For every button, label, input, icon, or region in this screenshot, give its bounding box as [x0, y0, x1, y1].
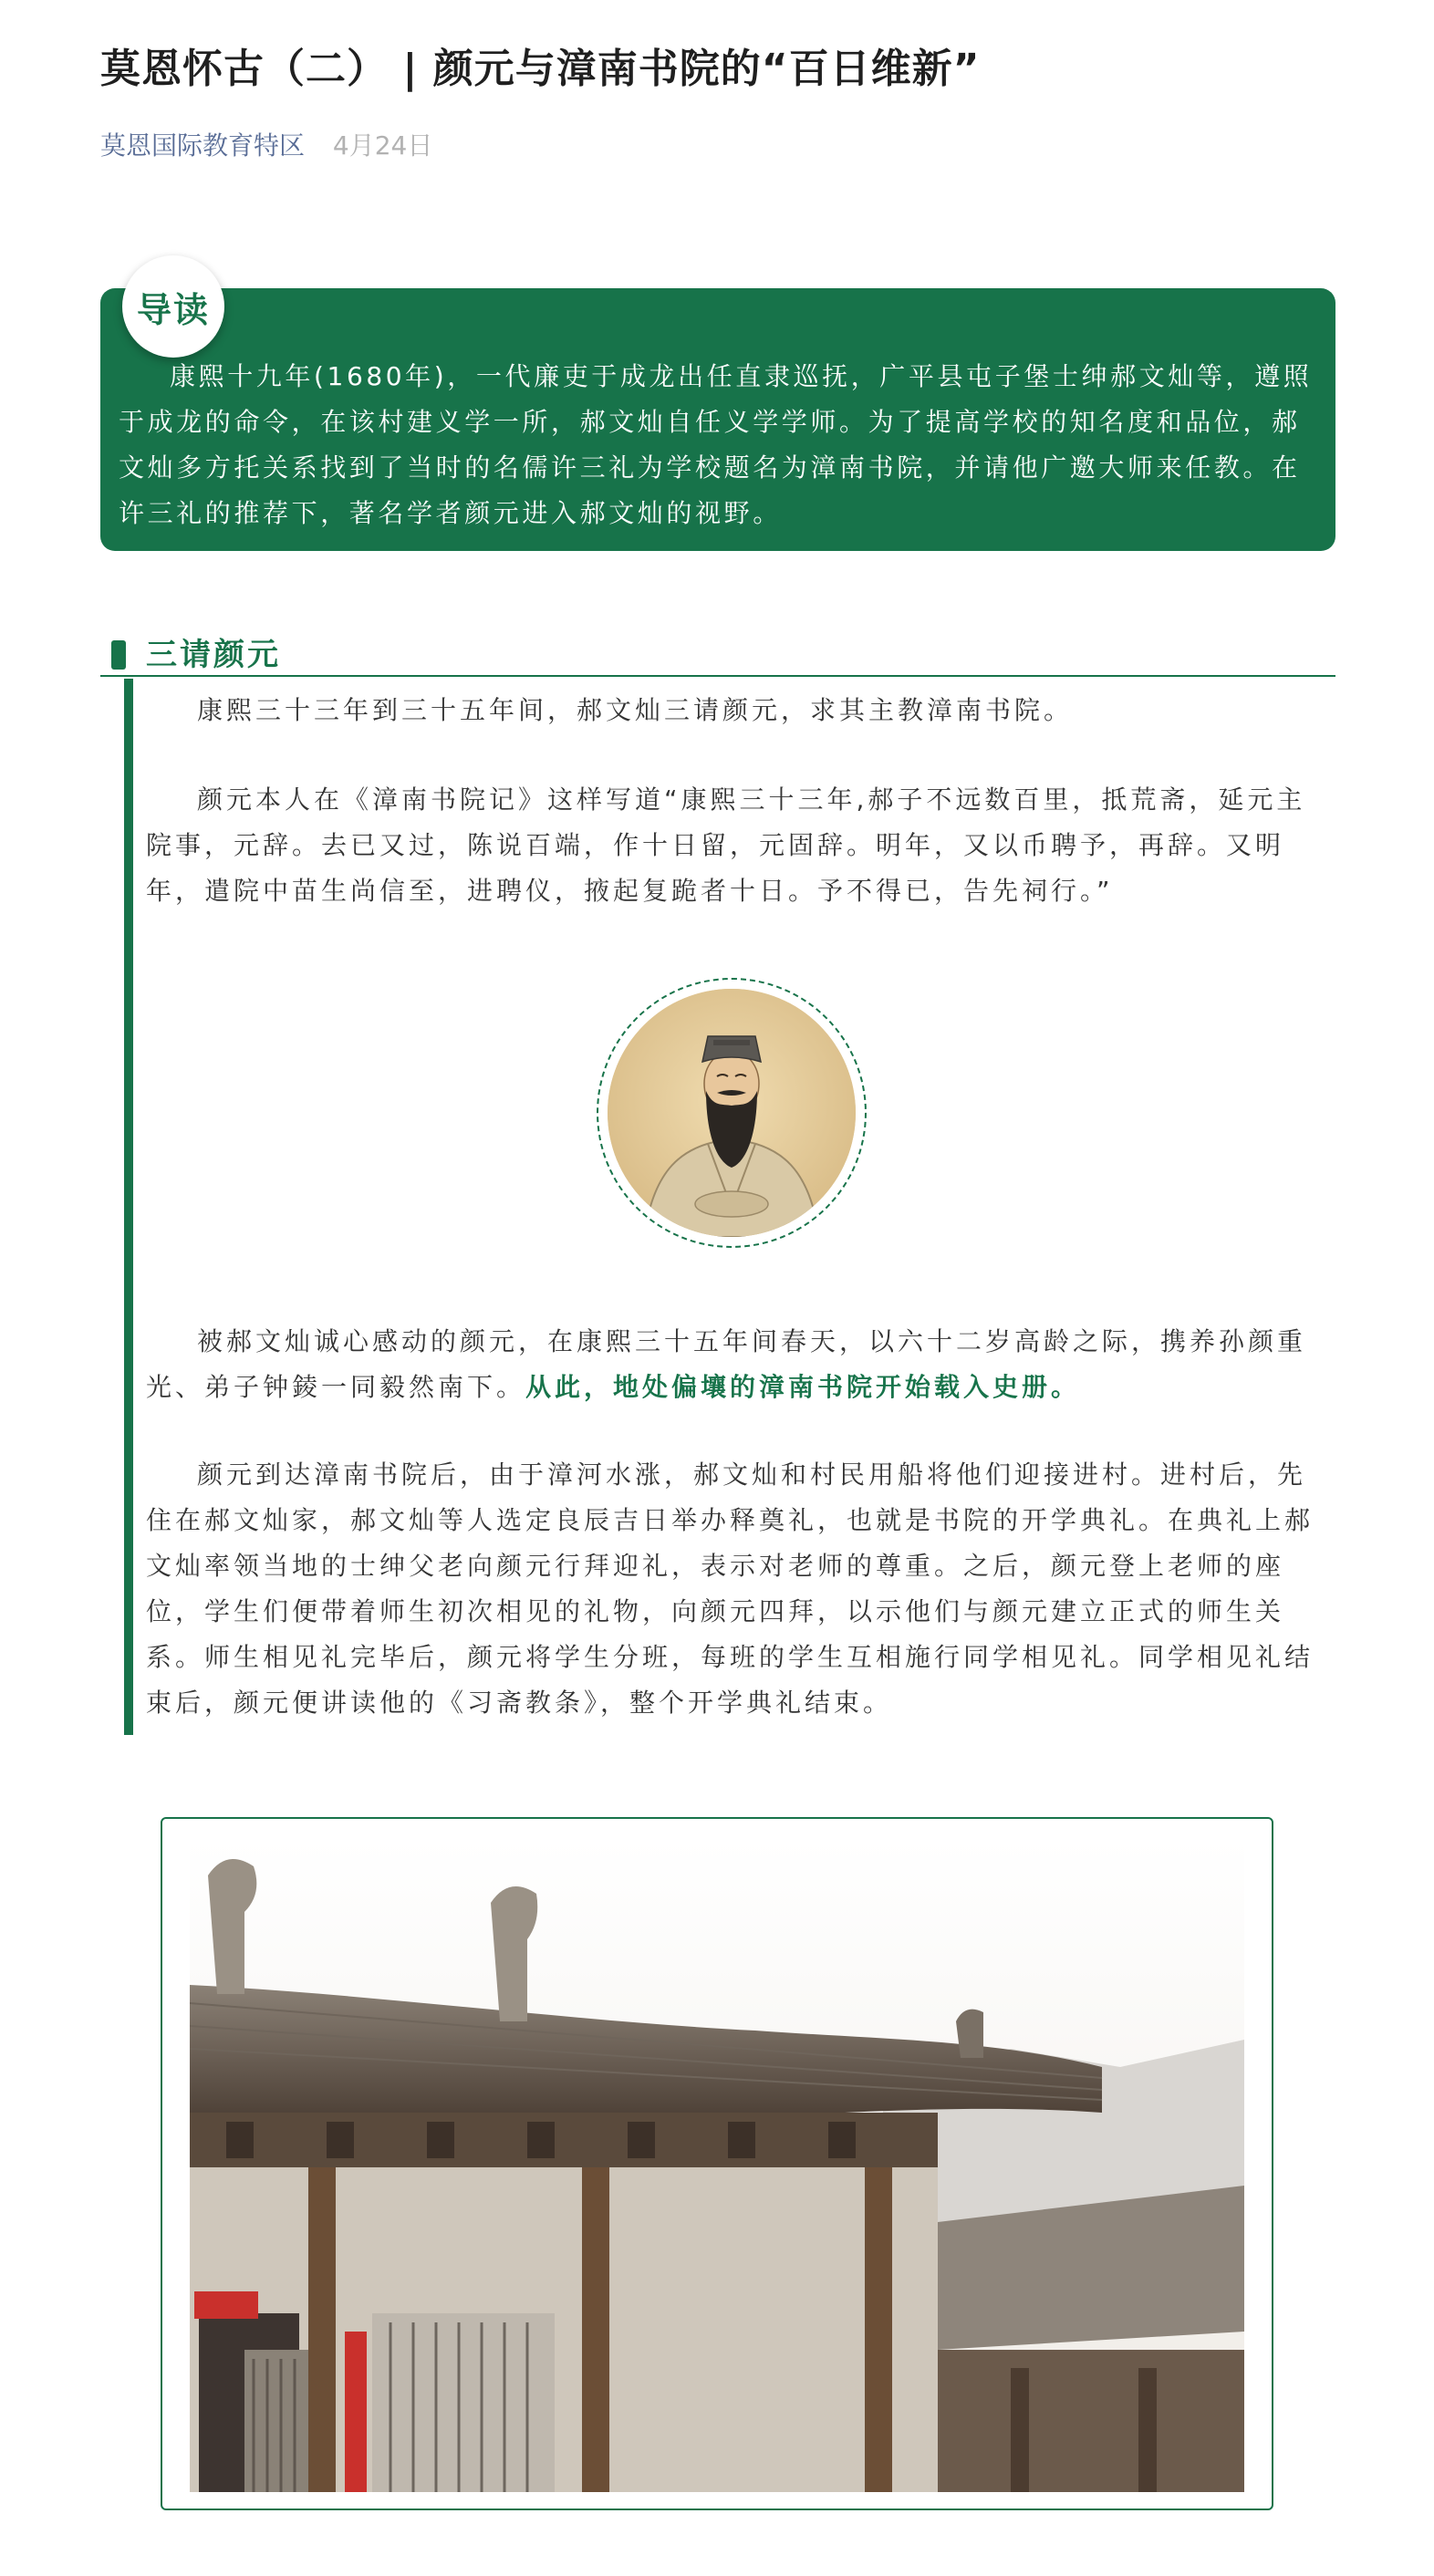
paragraph-2: 颜元本人在《漳南书院记》这样写道“康熙三十三年,郝子不远数百里，抵荒斋，延元主院事，元辞。去已又过，陈说百端，作十日留，元固辞。明年，又以币聘予，再辞。又明年，遣院中苗生尚信至，进聘仪，掖起复跪者十日。予不得已，告先祠行。” — [146, 784, 1306, 906]
section-title: 三请颜元 — [146, 637, 281, 673]
paragraph-4: 颜元到达漳南书院后，由于漳河水涨，郝文灿和村民用船将他们迎接进村。进村后，先住在郝文灿家，郝文灿等人选定良辰吉日举办释奠礼，也就是书院的开学典礼。在典礼上郝文灿率领当地的士绅父老向颜元行拜迎礼，表示对老师的尊重。之后，颜元登上老师的座位，学生们便带着师生初次相见的礼物，向颜元四拜，以示他们与颜元建立正式的师生关系。师生相见礼完毕后，颜元将学生分班，每班的学生互相施行同学相见礼。同学相见礼结束后，颜元便讲读他的《习斋教条》，整个开学典礼结束。 — [146, 1459, 1314, 1718]
yan-yuan-portrait-image[interactable] — [608, 989, 856, 1237]
article-meta — [100, 126, 432, 166]
paragraph-3 — [146, 1319, 1323, 1410]
publish-date: 4月24日 — [332, 130, 433, 161]
academy-building-illustration — [190, 1839, 1244, 2492]
paragraph-3-highlight: 从此，地处偏壤的漳南书院开始载入史册。 — [525, 1372, 1081, 1402]
section-marker — [111, 640, 126, 670]
paragraph-3-text: 被郝文灿诚心感动的颜元，在康熙三十五年间春天，以六十二岁高龄之际，携养孙颜重光、弟子钟錂一同毅然南下。 — [146, 1326, 1307, 1402]
portrait-illustration — [608, 989, 856, 1237]
account-name-link[interactable]: 莫恩国际教育特区 — [100, 130, 306, 161]
section-side-bar — [124, 679, 133, 1735]
academy-building-photo[interactable] — [190, 1839, 1244, 2492]
paragraph-1: 康熙三十三年到三十五年间，郝文灿三请颜元，求其主教漳南书院。 — [197, 695, 1074, 725]
article-title: 莫恩怀古（二） | 颜元与漳南书院的“百日维新” — [100, 46, 981, 92]
intro-badge: 导读 — [122, 255, 224, 358]
section-divider — [100, 675, 1335, 677]
intro-text: 康熙十九年(1680年)，一代廉吏于成龙出任直隶巡抚，广平县屯子堡士绅郝文灿等，遵照于成龙的命令，在该村建义学一所，郝文灿自任义学学师。为了提高学校的知名度和品位，郝文灿多方托关系找到了当时的名儒许三礼为学校题名为漳南书院，并请他广邀大师来任教。在许三礼的推荐下，著名学者颜元进入郝文灿的视野。 — [119, 361, 1313, 528]
